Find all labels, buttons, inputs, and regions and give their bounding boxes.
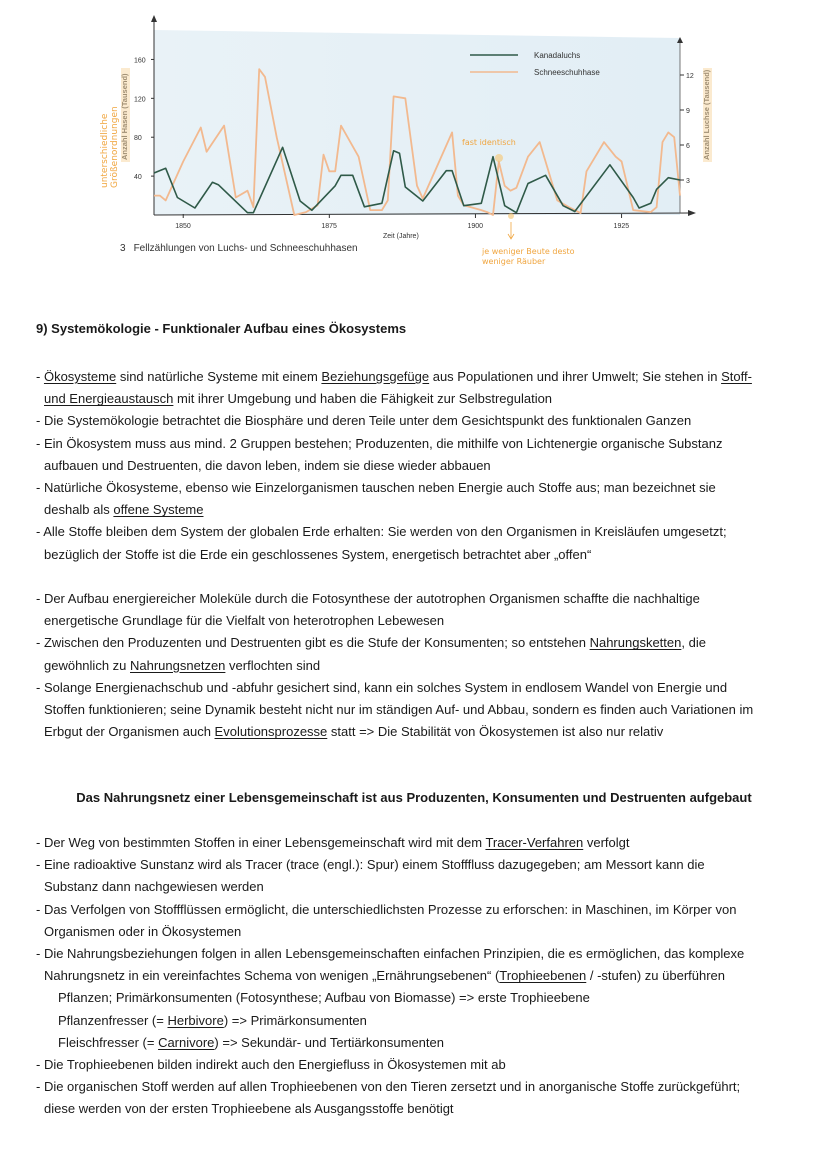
text-line: - Die organischen Stoff werden auf allen Trophieebenen von den Tieren zersetzt und in anorganische Stoffe zurückgeführt; (36, 1079, 741, 1095)
svg-text:120: 120 (134, 96, 146, 104)
key-term: Nahrungsketten (589, 635, 682, 651)
text-line: deshalb als offene Systeme (44, 502, 204, 518)
key-term: Carnivore (158, 1034, 215, 1050)
text-line: Pflanzenfresser (= Herbivore) => Primärkonsumenten (58, 1012, 367, 1028)
subsection-title: Das Nahrungsnetz einer Lebensgemeinschaft ist aus Produzenten, Konsumenten und Destruenten aufgebaut (76, 790, 752, 805)
text-line: Fleischfresser (= Carnivore) => Sekundär- und Tertiärkonsumenten (58, 1034, 444, 1050)
text-line: aufbauen und Destruenten, die davon leben, indem sie diese wieder abbauen (44, 457, 491, 473)
svg-text:3: 3 (686, 178, 690, 185)
legend-label-lynx: Kanadaluchs (534, 51, 581, 60)
section-title: 9) Systemökologie - Funktionaler Aufbau eines Ökosystems (36, 321, 407, 336)
text-line: Pflanzen; Primärkonsumenten (Fotosynthese; Aufbau von Biomasse) => erste Trophieebene (58, 990, 590, 1006)
peak-marker (495, 154, 503, 162)
key-term: Trophieebenen (499, 968, 587, 984)
legend-label-hare: Schneeschuhhase (534, 68, 600, 77)
text-line: Nahrungsnetz in ein vereinfachtes Schema von wenigen „Ernährungsebenen“ (Trophieebenen / -stufen) zu überführen (44, 968, 726, 984)
key-term: Ökosysteme (43, 369, 117, 384)
text-line: energetische Grundlage für die Vielfalt von heterotrophen Lebewesen (44, 613, 445, 629)
key-term: Herbivore (167, 1012, 224, 1028)
text-line: diese werden von der ersten Trophieebene als Ausgangsstoffe benötigt (44, 1101, 454, 1117)
text-line: und Energieaustausch mit ihrer Umgebung und haben die Fähigkeit zur Selbstregulation (44, 391, 553, 407)
key-term: und Energieaustausch (44, 391, 174, 407)
predator-prey-chart (90, 10, 740, 280)
text-line: Erbgut der Organismen auch Evolutionsprozesse statt => Die Stabilität von Ökosystemen ist also nur relativ (44, 724, 664, 740)
text-line: - Eine radioaktive Sunstanz wird als Tracer (trace (engl.): Spur) einem Stofffluss dazugegeben; am Messort kann die (36, 857, 705, 873)
svg-text:1925: 1925 (613, 223, 630, 230)
handwritten-note-peak: fast identisch (462, 138, 516, 147)
highlight-left-label (121, 68, 130, 162)
key-term: offene Systeme (113, 502, 204, 518)
x-axis-arrow-icon (688, 210, 696, 216)
text-line: - Ökosysteme sind natürliche Systeme mit einem Beziehungsgefüge aus Populationen und ihrer Umwelt; Sie stehen in Stoff- (36, 369, 752, 384)
caption-number: 3 (120, 243, 126, 254)
key-term: Tracer-Verfahren (485, 835, 584, 850)
text-line: - Der Aufbau energiereicher Moleküle durch die Fotosynthese der autotrophen Organismen schaffte die nachhaltige (36, 591, 700, 606)
text-line: - Das Verfolgen von Stoffflüssen ermöglicht, die unterschiedlichsten Prozesse zu erforschen: in Maschinen, im Körper von (36, 901, 737, 917)
text-line: Stoffen funktionieren; seine Dynamik besteht nicht nur im ständigen Auf- und Abbau, sondern es finden auch Variationen im (44, 702, 754, 718)
figure-caption (120, 243, 358, 254)
svg-text:80: 80 (134, 135, 142, 143)
text-line: - Ein Ökosystem muss aus mind. 2 Gruppen bestehen; Produzenten, die mithilfe von Lichtenergie organische Substanz (36, 435, 723, 451)
population-chart-figure (90, 10, 740, 280)
y-left-ticks (134, 57, 154, 181)
key-term: Beziehungsgefüge (321, 369, 430, 384)
highlight-right-label (703, 68, 712, 162)
text-line: Substanz dann nachgewiesen werden (44, 879, 264, 895)
svg-text:160: 160 (134, 57, 146, 65)
y-axis-left-arrow-icon (151, 15, 157, 22)
handwritten-note-bottom-1: je weniger Beute desto (482, 247, 575, 256)
paragraph-3 (36, 832, 798, 1121)
text-line: - Die Nahrungsbeziehungen folgen in allen Lebensgemeinschaften einfachen Prinzipien, die es ermöglichen, das komplexe (36, 946, 745, 962)
svg-text:1850: 1850 (175, 223, 191, 230)
text-line: - Die Systemökologie betrachtet die Biosphäre und deren Teile unter dem Gesichtspunkt des funktionalen Ganzen (36, 413, 692, 429)
caption-text: Fellzählungen von Luchs- und Schneeschuhhasen (133, 243, 358, 254)
text-line: gewöhnlich zu Nahrungsnetzen verflochten sind (44, 657, 321, 673)
x-ticks (175, 214, 629, 230)
text-line: - Der Weg von bestimmten Stoffen in einer Lebensgemeinschaft wird mit dem Tracer-Verfahren verfolgt (36, 835, 630, 850)
svg-text:9: 9 (686, 108, 690, 115)
svg-text:1875: 1875 (321, 223, 337, 230)
handwritten-note-bottom-2: weniger Räuber (482, 257, 546, 266)
paragraph-2 (36, 588, 798, 743)
y-right-ticks (680, 73, 694, 185)
handwritten-note-left-2: Größenordnungen (110, 106, 120, 188)
text-line: - Die Trophieebenen bilden indirekt auch den Energiefluss in Ökosystemen mit ab (36, 1057, 506, 1073)
text-line: - Solange Energienachschub und -abfuhr gesichert sind, kann ein solches System in endlosem Wandel von Energie und (36, 679, 728, 695)
key-term: Nahrungsnetzen (130, 657, 226, 673)
handwritten-note-left-1: unterschiedliche (100, 113, 110, 188)
svg-text:12: 12 (686, 73, 694, 80)
text-line: - Alle Stoffe bleiben dem System der globalen Erde erhalten: Sie werden von den Organismen in Kreisläufen umgesetzt; (36, 524, 727, 540)
paragraph-1 (36, 366, 798, 566)
svg-text:40: 40 (134, 174, 142, 182)
x-axis-label: Zeit (Jahre) (383, 233, 419, 240)
trough-marker (508, 213, 514, 219)
key-term: Evolutionsprozesse (214, 724, 328, 740)
text-line: Organismen oder in Ökosystemen (44, 923, 242, 939)
key-term: Stoff- (721, 369, 752, 384)
text-line: - Zwischen den Produzenten und Destruenten gibt es die Stufe der Konsumenten; so entstehen Nahrungsketten, die (36, 635, 706, 651)
svg-text:6: 6 (686, 143, 690, 150)
text-line: bezüglich der Stoffe ist die Erde ein geschlossenes System, energetisch betrachtet aber „offen“ (44, 546, 592, 562)
svg-text:1900: 1900 (467, 223, 484, 230)
text-line: - Natürliche Ökosysteme, ebenso wie Einzelorganismen tauschen neben Energie auch Stoffe aus; man bezeichnet sie (36, 480, 716, 496)
